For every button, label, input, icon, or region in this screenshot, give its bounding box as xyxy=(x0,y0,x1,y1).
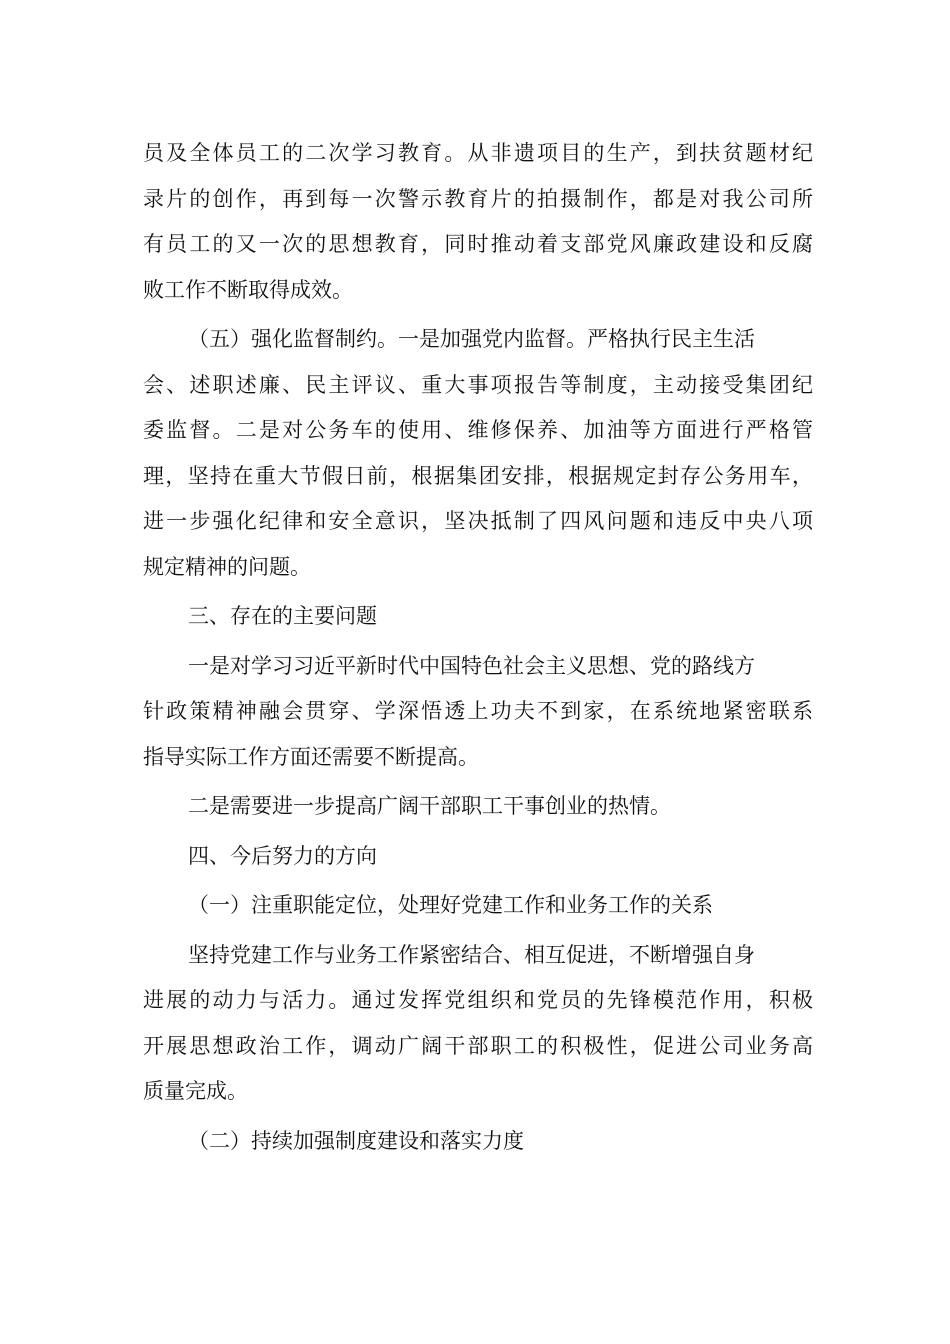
body-line: 委监督。二是对公务车的使用、维修保养、加油等方面进行严格管 xyxy=(143,418,813,442)
document-body xyxy=(143,131,823,1164)
body-line: 二是需要进一步提高广阔干部职工干事创业的热情。 xyxy=(188,794,671,818)
subsection-heading: （二）持续加强制度建设和落实力度 xyxy=(188,1128,524,1153)
body-line: 开展思想政治工作，调动广阔干部职工的积极性，促进公司业务高 xyxy=(143,1033,813,1058)
body-line: 规定精神的问题。 xyxy=(143,554,311,579)
body-line: 指导实际工作方面还需要不断提高。 xyxy=(143,744,479,769)
body-line: 一是对学习习近平新时代中国特色社会主义思想、党的路线方 xyxy=(188,653,755,678)
body-line: 进一步强化纪律和安全意识，坚决抵制了四风问题和违反中央八项 xyxy=(143,509,813,533)
body-line: 进展的动力与活力。通过发挥党组织和党员的先锋模范作用，积极 xyxy=(143,988,813,1012)
subsection-heading: （一）注重职能定位，处理好党建工作和业务工作的关系 xyxy=(188,893,713,917)
body-line: 有员工的又一次的思想教育，同时推动着支部党风廉政建设和反腐 xyxy=(143,232,813,256)
body-line: 败工作不断取得成效。 xyxy=(143,277,353,302)
section-heading: 四、今后努力的方向 xyxy=(188,843,377,868)
body-line: 质量完成。 xyxy=(143,1079,248,1103)
body-line: 员及全体员工的二次学习教育。从非遗项目的生产，到扶贫题材纪 xyxy=(143,141,813,165)
body-line: 坚持党建工作与业务工作紧密结合、相互促进，不断增强自身 xyxy=(188,942,755,967)
body-line: 录片的创作，再到每一次警示教育片的拍摄制作，都是对我公司所 xyxy=(143,186,813,211)
body-line: 会、述职述廉、民主评议、重大事项报告等制度，主动接受集团纪 xyxy=(143,372,813,397)
body-line: （五）强化监督制约。一是加强党内监督。严格执行民主生活 xyxy=(188,327,755,351)
body-line: 针政策精神融会贯穿、学深悟透上功夫不到家，在系统地紧密联系 xyxy=(143,699,813,723)
section-heading: 三、存在的主要问题 xyxy=(188,604,377,628)
body-line: 理，坚持在重大节假日前，根据集团安排，根据规定封存公务用车， xyxy=(143,463,813,488)
